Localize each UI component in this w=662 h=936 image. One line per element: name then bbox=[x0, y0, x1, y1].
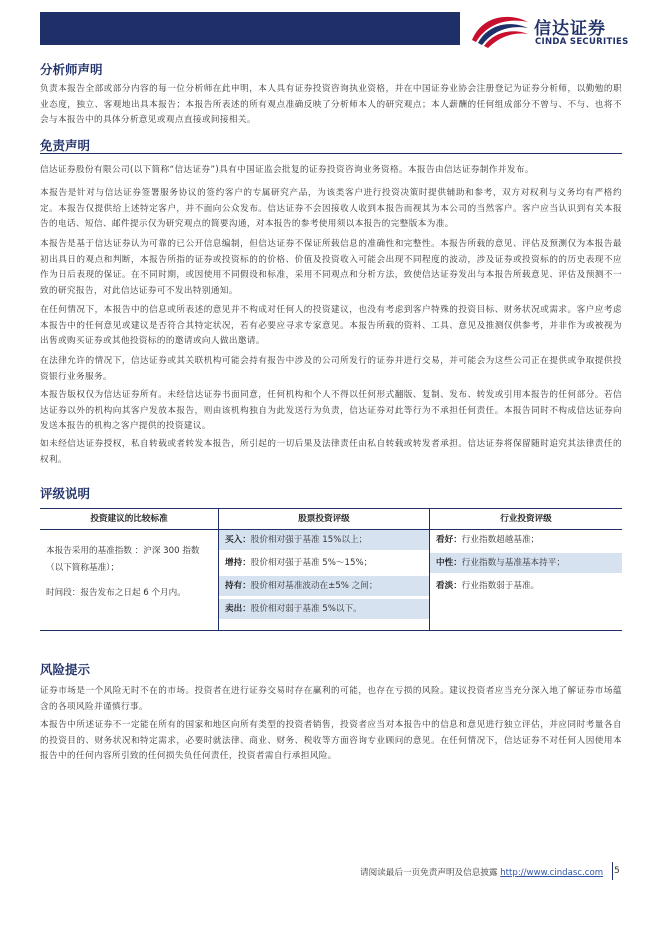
industry-rating-row bbox=[430, 530, 622, 550]
risk-paragraph: 本报告中所述证券不一定能在所有的国家和地区向所有类型的投资者销售，投资者应当对本报告中的信息和意见进行独立评估，并应同时考量各自的投资目的、财务状况和特定需求，必要时就法律、商业、财务、税收等方面咨询专业顾问的意见。在任何情况下，信达证券不对任何人因使用本报告中的任何内容所引致的任何损失负任何责任，投资者需自行承担风险。 bbox=[40, 720, 622, 761]
period-text: 时间段：报告发布之日起 6 个月内。 bbox=[46, 588, 186, 598]
industry-rating-desc: 行业指数与基准基本持平； bbox=[461, 558, 565, 568]
cinda-logo-icon bbox=[468, 10, 530, 50]
stock-rating-label: 卖出： bbox=[225, 604, 251, 614]
industry-rating-label: 中性： bbox=[436, 558, 462, 568]
benchmark-text: 本报告采用的基准指数 ：沪深 300 指数（以下简称基准）； bbox=[46, 546, 200, 573]
disclaimer-paragraph: 本报告是基于信达证券认为可靠的已公开信息编制，但信达证券不保证所载信息的准确性和完整性。本报告所载的意见、评估及预测仅为本报告最初出具日的观点和判断，本报告所指的证券或投资标的的价格、价值及投资收入可能会出现不同程度的波动，涉及证券或投资标的的历史表现不应作为日后表现的保证。在不同时期，或因使用不同假设和标准，采用不同观点和分析方法，致使信达证券发出与本报告所载意见、评估及预测不一致的研究报告，对此信达证券可不发出特别通知。 bbox=[40, 239, 622, 296]
analyst-title: 分析师声明 bbox=[40, 62, 103, 77]
rating-title: 评级说明 bbox=[40, 486, 91, 501]
footer-note bbox=[360, 866, 603, 878]
risk-paragraph: 证券市场是一个风险无时不在的市场。投资者在进行证券交易时存在赢利的可能，也存在亏损的风险。建议投资者应当充分深入地了解证券市场蕴含的各项风险并谨慎行事。 bbox=[40, 686, 622, 712]
cinda-logo bbox=[468, 10, 628, 50]
footer-divider bbox=[612, 862, 613, 880]
rating-header-stock: 股票投资评级 bbox=[298, 514, 350, 524]
industry-rating-label: 看好： bbox=[436, 535, 462, 545]
disclaimer-paragraph: 在法律允许的情况下，信达证券或其关联机构可能会持有报告中涉及的公司所发行的证券并进行交易，并可能会为这些公司正在提供或争取提供投资银行业务服务。 bbox=[40, 356, 622, 382]
industry-rating-desc: 行业指数超越基准； bbox=[461, 535, 540, 545]
stock-rating-label: 持有： bbox=[225, 581, 251, 591]
stock-rating-desc: 股价相对强于基准 15%以上； bbox=[250, 535, 368, 545]
rating-header-industry: 行业投资评级 bbox=[500, 514, 552, 524]
disclaimer-paragraph: 如未经信达证券授权，私自转载或者转发本报告，所引起的一切后果及法律责任由私自转载或转发者承担。信达证券将保留随时追究其法律责任的权利。 bbox=[40, 439, 622, 465]
benchmark-description bbox=[46, 543, 211, 602]
disclaimer-paragraph: 在任何情况下，本报告中的信息或所表述的意见并不构成对任何人的投资建议，也没有考虑到客户特殊的投资目标、财务状况或需求。客户应考虑本报告中的任何意见或建议是否符合其特定状况，若有必要应寻求专家意见。本报告所载的资料、工具、意见及推测仅供参考，并非作为或被视为出售或购买证券或其他投资标的的邀请或向人做出邀请。 bbox=[40, 305, 622, 346]
rating-table bbox=[40, 508, 622, 631]
stock-rating-row bbox=[219, 530, 429, 550]
stock-rating-label: 买入： bbox=[225, 535, 251, 545]
rating-header-standard: 投资建议的比较标准 bbox=[90, 514, 168, 524]
industry-rating-row bbox=[430, 553, 622, 573]
disclaimer-paragraph: 本报告是针对与信达证券签署服务协议的签约客户的专属研究产品，为该类客户进行投资决策时提供辅助和参考，双方对权利与义务均有严格约定。本报告仅提供给上述特定客户，并不面向公众发布。信达证券不会因接收人收到本报告而视其为本公司的当然客户。客户应当认识到有关本报告的电话、短信、邮件提示仅为研究观点的简要沟通，对本报告的参考使用须以本报告的完整版本为准。 bbox=[40, 188, 622, 229]
disclaimer-paragraph: 信达证券股份有限公司(以下简称“信达证券”)具有中国证监会批复的证券投资咨询业务资格。本报告由信达证券制作并发布。 bbox=[40, 165, 534, 175]
logo-text-cn: 信达证券 bbox=[534, 19, 606, 39]
stock-rating-row bbox=[219, 553, 429, 573]
header-bar bbox=[40, 12, 460, 45]
disclaimer-title: 免责声明 bbox=[40, 138, 91, 153]
stock-rating-desc: 股价相对基准波动在±5% 之间； bbox=[250, 581, 378, 591]
risk-title: 风险提示 bbox=[40, 662, 91, 677]
website-link[interactable]: http://www.cindasc.com bbox=[500, 868, 604, 878]
page-number: 5 bbox=[614, 866, 620, 876]
analyst-text: 负责本报告全部或部分内容的每一位分析师在此申明，本人具有证券投资咨询执业资格，并在中国证券业协会注册登记为证券分析师，以勤勉的职业态度，独立、客观地出具本报告；本报告所表述的所有观点准确反映了分析师本人的研究观点；本人薪酬的任何组成部分不曾与、不与、也将不会与本报告中的具体分析意见或观点直接或间接相关。 bbox=[40, 84, 622, 125]
logo-text-en: CINDA SECURITIES bbox=[535, 37, 629, 47]
stock-rating-desc: 股价相对弱于基准 5%以下。 bbox=[250, 604, 362, 614]
stock-rating-desc: 股价相对强于基准 5%～15%； bbox=[250, 558, 373, 568]
industry-rating-desc: 行业指数弱于基准。 bbox=[461, 581, 540, 591]
disclaimer-paragraph: 本报告版权仅为信达证券所有。未经信达证券书面同意，任何机构和个人不得以任何形式翻版、复制、发布、转发或引用本报告的任何部分。若信达证券以外的机构向其客户发放本报告，则由该机构独自为此发送行为负责，信达证券对此等行为不承担任何责任。本报告同时不构成信达证券向发送本报告的机构之客户提供的投资建议。 bbox=[40, 390, 622, 431]
industry-rating-label: 看淡： bbox=[436, 581, 462, 591]
stock-rating-label: 增持： bbox=[225, 558, 251, 568]
stock-rating-row bbox=[219, 576, 429, 596]
disclaimer-rule bbox=[40, 153, 622, 154]
industry-rating-row bbox=[430, 576, 622, 596]
footer-disclaimer-note: 请阅读最后一页免责声明及信息披露 bbox=[360, 868, 501, 878]
stock-rating-row bbox=[219, 599, 429, 619]
